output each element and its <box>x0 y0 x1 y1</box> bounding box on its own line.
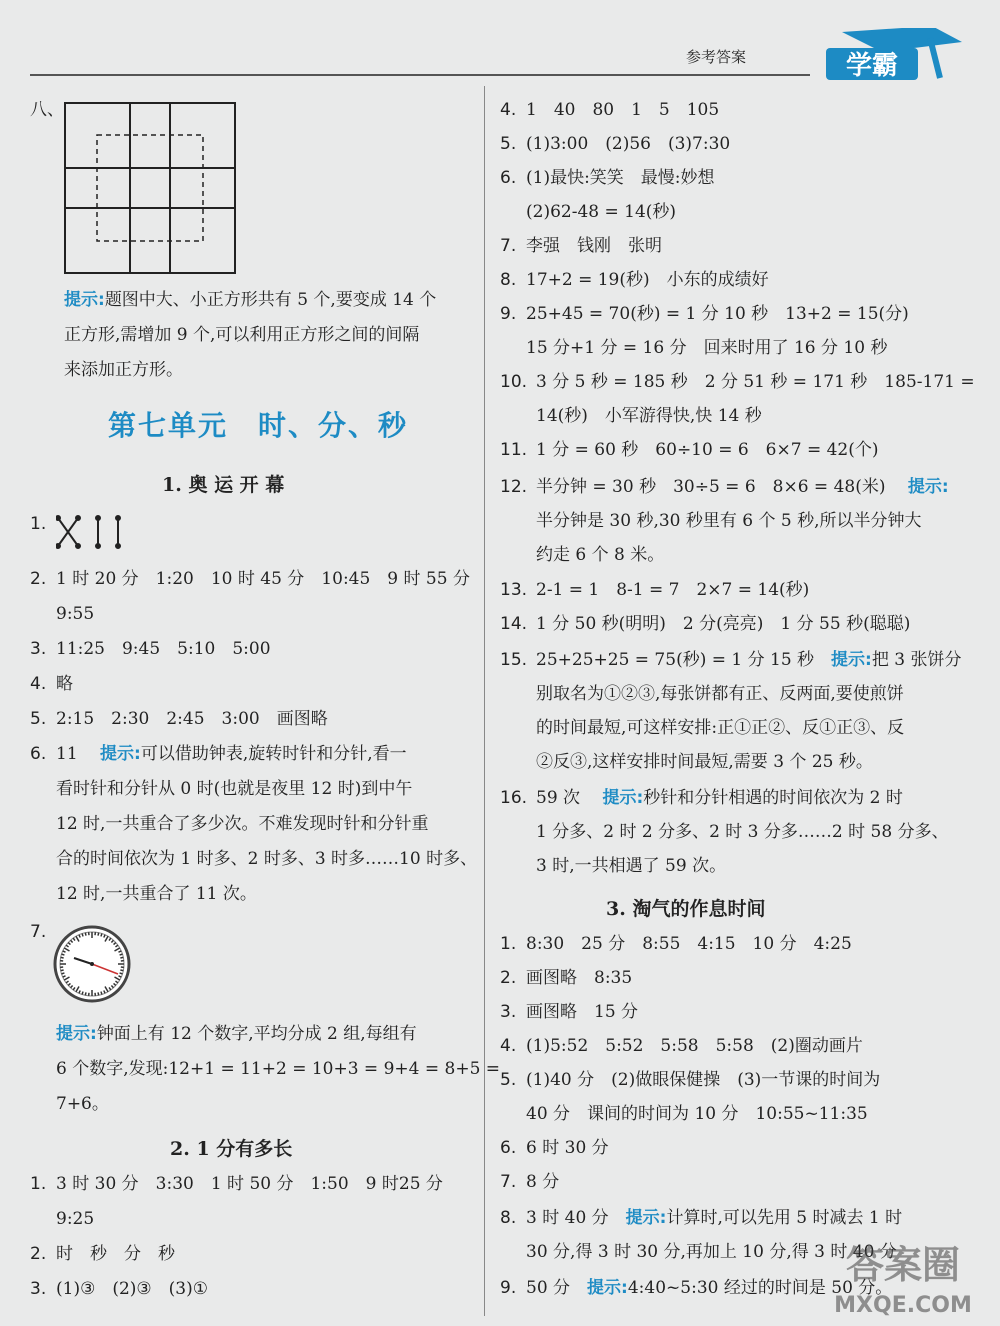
item-number: 9. <box>500 304 517 324</box>
q6-line: 12 时,一共重合了多少次。不难发现时针和分针重 <box>56 814 429 834</box>
hint-text: 钟面上有 12 个数字,平均分成 2 组,每组有 <box>96 1024 417 1044</box>
column-divider <box>484 86 485 1316</box>
item-number: 4. <box>30 674 47 694</box>
item-number: 13. <box>500 580 528 600</box>
clock-tick <box>101 992 102 995</box>
clock-tick <box>120 954 123 955</box>
q12-line-1 <box>536 475 949 499</box>
item-answer: 9:25 <box>56 1209 95 1229</box>
item-number: 10. <box>500 372 528 392</box>
q15-answer: 25+25+25 = 75(秒) = 1 分 15 秒 <box>536 650 815 670</box>
q9-answer: 50 分 <box>526 1278 571 1298</box>
item-number: 8. <box>500 270 517 290</box>
matching-lines <box>56 514 126 550</box>
hint-label: 提示: <box>907 477 949 497</box>
item-answer: 时 秒 分 秒 <box>56 1244 175 1264</box>
item-answer: 14(秒) 小军游得快,快 14 秒 <box>536 406 762 426</box>
q12-line: 半分钟是 30 秒,30 秒里有 6 个 5 秒,所以半分钟大 <box>536 511 922 531</box>
item-number: 7. <box>500 236 517 256</box>
clock-tick <box>85 992 86 995</box>
item-answer: 画图略 8:35 <box>526 968 633 988</box>
item-number: 6. <box>30 744 47 764</box>
clock-tick <box>120 973 123 974</box>
header-label: 参考答案 <box>686 48 747 66</box>
item-number: 1. <box>500 934 517 954</box>
item-answer: 3 时 30 分 3:30 1 时 50 分 1:50 9 时25 分 <box>56 1174 443 1194</box>
item-number: 9. <box>500 1278 517 1298</box>
hint-text: 题图中大、小正方形共有 5 个,要变成 14 个 <box>104 290 437 310</box>
item-answer: 2:15 2:30 2:45 3:00 画图略 <box>56 709 328 729</box>
hint-label: 提示: <box>625 1208 667 1228</box>
item-answer: 8:30 25 分 8:55 4:15 10 分 4:25 <box>526 934 852 954</box>
item-number: 14. <box>500 614 528 634</box>
q8-hint-line-2: 正方形,需增加 9 个,可以利用正方形之间的间隔 <box>64 325 420 345</box>
hint-label: 提示: <box>64 290 105 310</box>
item-number: 16. <box>500 788 528 808</box>
q8-hint-line-1 <box>64 288 436 312</box>
item-answer: 画图略 15 分 <box>526 1002 639 1022</box>
item-number: 2. <box>500 968 517 988</box>
item-answer: 李强 钱刚 张明 <box>526 236 662 256</box>
item-number: 15. <box>500 650 528 670</box>
q7-hint-line: 7+6。 <box>56 1094 109 1114</box>
item-number: 1. <box>30 1174 47 1194</box>
item-number: 2. <box>30 1244 47 1264</box>
header-rule <box>30 74 810 76</box>
item-number: 5. <box>500 1070 517 1090</box>
q16-line-1 <box>536 786 903 810</box>
item-number: 7. <box>30 922 47 942</box>
item-number: 12. <box>500 477 528 497</box>
item-number: 3. <box>500 1002 517 1022</box>
q6-line-1 <box>56 742 407 766</box>
q7-hint-line-1 <box>56 1022 417 1046</box>
item-answer: 1 时 20 分 1:20 10 时 45 分 10:45 9 时 55 分 <box>56 569 470 589</box>
item-number: 1. <box>30 514 47 534</box>
logo-text: 学霸 <box>845 51 899 81</box>
hint-label: 提示: <box>587 1278 628 1298</box>
item-number: 3. <box>30 1279 47 1299</box>
section-title-1: 1. 奥 运 开 幕 <box>162 474 285 496</box>
watermark-top-text: 答案圈 <box>845 1243 961 1287</box>
xueba-logo <box>812 28 972 88</box>
q6-line: 合的时间依次为 1 时多、2 时多、3 时多……10 时多、 <box>56 849 478 869</box>
item-answer: 25+45 = 70(秒) = 1 分 10 秒 13+2 = 15(分) <box>526 304 909 324</box>
q6-line: 12 时,一共重合了 11 次。 <box>56 884 257 904</box>
square-figure <box>64 102 236 274</box>
q6-line: 看时针和分针从 0 时(也就是夜里 12 时)到中午 <box>56 779 413 799</box>
item-number: 6. <box>500 168 517 188</box>
hint-text: 4:40~5:30 经过的时间是 50 分。 <box>627 1278 893 1298</box>
clock-tick <box>82 992 83 995</box>
item-number: 11. <box>500 440 528 460</box>
unit-title: 第七单元 时、分、秒 <box>108 409 409 442</box>
item-answer: 17+2 = 19(秒) 小东的成绩好 <box>526 270 769 290</box>
clock-tick <box>101 934 102 937</box>
clock-tick <box>62 973 65 974</box>
clock-tick <box>98 933 99 936</box>
clock-tick <box>120 970 123 971</box>
item-number: 5. <box>500 134 517 154</box>
section-title-3: 3. 淘气的作息时间 <box>606 898 766 920</box>
q12-line: 约走 6 个 8 米。 <box>536 545 665 565</box>
q16-line: 1 分多、2 时 2 分多、2 时 3 分多……2 时 58 分多、 <box>536 822 949 842</box>
watermark <box>818 1236 988 1318</box>
item-answer: 15 分+1 分 = 16 分 回来时用了 16 分 10 秒 <box>526 338 888 358</box>
q7-hint-line: 6 个数字,发现:12+1 = 11+2 = 10+3 = 9+4 = 8+5 = <box>56 1059 501 1079</box>
clock-tick <box>85 933 86 936</box>
item-number: 4. <box>500 100 517 120</box>
q8-answer: 3 时 40 分 <box>526 1208 609 1228</box>
item-answer: 1 分 50 秒(明明) 2 分(亮亮) 1 分 55 秒(聪聪) <box>536 614 911 634</box>
q12-answer: 半分钟 = 30 秒 30÷5 = 6 8×6 = 48(米) <box>536 477 886 497</box>
hint-label: 提示: <box>56 1024 97 1044</box>
q8-right-line-1 <box>526 1206 902 1230</box>
hint-text: 把 3 张饼分 <box>871 650 962 670</box>
q15-line: 的时间最短,可这样安排:正①正②、反①正③、反 <box>536 718 905 738</box>
hint-label: 提示: <box>100 744 141 764</box>
hint-text: 秒针和分针相遇的时间依次为 2 时 <box>643 788 903 808</box>
q8-label: 八、 <box>30 100 64 120</box>
item-answer: (1)5:52 5:52 5:58 5:58 (2)圈动画片 <box>526 1036 863 1056</box>
item-answer: (1)最快:笑笑 最慢:妙想 <box>526 168 715 188</box>
item-answer: 11:25 9:45 5:10 5:00 <box>56 639 271 659</box>
item-answer: 略 <box>56 674 73 694</box>
q8-right-line-2: 30 分,得 3 时 30 分,再加上 10 分,得 3 时 40 分 <box>526 1242 897 1262</box>
item-answer: (1)3:00 (2)56 (3)7:30 <box>526 134 731 154</box>
item-answer: 3 分 5 秒 = 185 秒 2 分 51 秒 = 171 秒 185-171 = <box>536 372 975 392</box>
hint-text: 计算时,可以先用 5 时减去 1 时 <box>666 1208 903 1228</box>
hint-label: 提示: <box>602 788 644 808</box>
item-answer: 6 时 30 分 <box>526 1138 609 1158</box>
item-number: 4. <box>500 1036 517 1056</box>
item-number: 5. <box>30 709 47 729</box>
q16-answer: 59 次 <box>536 788 581 808</box>
item-answer: 1 40 80 1 5 105 <box>526 100 720 120</box>
item-answer: 9:55 <box>56 604 95 624</box>
q6-answer: 11 <box>56 744 78 764</box>
q15-line: ②反③,这样安排时间最短,需要 3 个 25 秒。 <box>536 752 873 772</box>
item-answer: 8 分 <box>526 1172 560 1192</box>
q15-line-1 <box>536 648 961 672</box>
item-answer: (1)③ (2)③ (3)① <box>56 1279 208 1299</box>
section-title-2: 2. 1 分有多长 <box>170 1138 293 1160</box>
watermark-bottom-text: MXQE.COM <box>834 1293 972 1318</box>
q15-line: 别取名为①②③,每张饼都有正、反两面,要使煎饼 <box>536 684 904 704</box>
clock-tick <box>62 954 65 955</box>
clock-tick <box>98 992 99 995</box>
q8-hint-line-3: 来添加正方形。 <box>64 360 183 380</box>
item-number: 2. <box>30 569 47 589</box>
item-answer: 2-1 = 1 8-1 = 7 2×7 = 14(秒) <box>536 580 810 600</box>
item-number: 8. <box>500 1208 517 1228</box>
item-number: 7. <box>500 1172 517 1192</box>
item-answer: 40 分 课间的时间为 10 分 10:55~11:35 <box>526 1104 868 1124</box>
clock-tick <box>61 957 64 958</box>
hint-label: 提示: <box>831 650 872 670</box>
item-number: 6. <box>500 1138 517 1158</box>
hint-text: 可以借助钟表,旋转时针和分针,看一 <box>140 744 407 764</box>
clock-tick <box>120 957 123 958</box>
clock-tick <box>82 934 83 937</box>
item-answer: (2)62-48 = 14(秒) <box>526 202 677 222</box>
item-answer: (1)40 分 (2)做眼保健操 (3)一节课的时间为 <box>526 1070 881 1090</box>
q16-line: 3 时,一共相遇了 59 次。 <box>536 856 727 876</box>
clock-icon <box>52 924 132 1004</box>
item-number: 3. <box>30 639 47 659</box>
clock-tick <box>61 970 64 971</box>
item-answer: 1 分 = 60 秒 60÷10 = 6 6×7 = 42(个) <box>536 440 879 460</box>
